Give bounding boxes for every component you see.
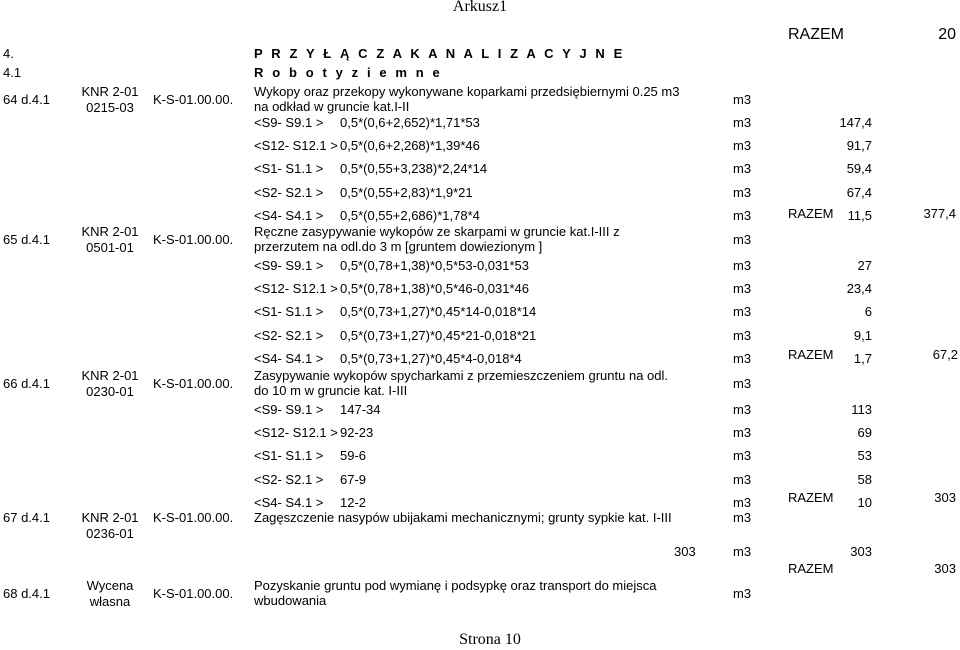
item-description: Wykopy oraz przekopy wykonywane koparkami przedsiębiernymi 0.25 m3: [254, 84, 680, 99]
calc-unit: m3: [733, 350, 752, 366]
calc-formula: 0,5*(0,78+1,38)*0,5*46-0,031*46: [340, 281, 530, 297]
calc-unit: m3: [733, 161, 752, 177]
chapter-title: P R Z Y Ł Ą C Z A K A N A L I Z A C Y J N E: [254, 46, 625, 61]
calc-value: 23,4: [846, 281, 872, 297]
item-lp: 65 d.4.1: [3, 232, 50, 247]
calc-unit: m3: [733, 281, 752, 297]
calc-unit: m3: [733, 425, 752, 441]
item-description: Pozyskanie gruntu pod wymianę i podsypkę oraz transport do miejsca: [254, 578, 657, 593]
calc-formula: 147-34: [340, 402, 381, 417]
calc-value: 10: [857, 494, 872, 510]
calc-segment: <S1- S1.1 >: [254, 161, 324, 177]
item-knr-line1: Wycena: [86, 578, 134, 593]
calc-formula: 0,5*(0,73+1,27)*0,45*4-0,018*4: [340, 350, 522, 366]
subchapter-number: 4.1: [3, 65, 22, 80]
calc-value: 69: [857, 425, 872, 441]
calc-unit: m3: [733, 207, 752, 223]
calc-unit: m3: [733, 258, 752, 273]
item-knr-line1: KNR 2-01: [81, 368, 139, 383]
calc-value: 9,1: [853, 327, 872, 343]
calc-segment: <S12- S12.1 >: [254, 281, 338, 297]
sheet-title: Arkusz1: [452, 0, 508, 15]
item-knr-line1: KNR 2-01: [81, 224, 139, 239]
calc-segment: <S12- S12.1 >: [254, 425, 338, 441]
calc-value: 303: [850, 544, 872, 559]
razem-value: 303: [934, 490, 956, 505]
item-unit: m3: [733, 376, 752, 391]
razem-label: RAZEM: [788, 490, 834, 505]
item-knr-line2: 0230-01: [86, 384, 134, 399]
razem-top-value: 20: [938, 26, 956, 43]
razem-value: 303: [934, 561, 956, 576]
calc-formula: 0,5*(0,73+1,27)*0,45*21-0,018*21: [340, 327, 537, 343]
item-description: Zasypywanie wykopów spycharkami z przemieszczeniem gruntu na odl.: [254, 368, 669, 383]
calc-unit: m3: [733, 494, 752, 510]
calc-segment: <S1- S1.1 >: [254, 304, 324, 320]
calc-formula: 0,5*(0,73+1,27)*0,45*14-0,018*14: [340, 304, 537, 320]
item-lp: 68 d.4.1: [3, 586, 50, 601]
subchapter-title: R o b o t y z i e m n e: [254, 65, 443, 80]
item-lp: 67 d.4.1: [3, 510, 50, 525]
item-spec: K-S-01.00.00.: [153, 92, 234, 107]
calc-unit: m3: [733, 184, 752, 200]
item-description: przerzutem na odl.do 3 m [gruntem dowiezionym ]: [254, 239, 543, 254]
item-knr-line2: 0236-01: [86, 526, 134, 541]
calc-formula: 0,5*(0,78+1,38)*0,5*53-0,031*53: [340, 258, 530, 273]
item-description: na odkład w gruncie kat.I-II: [254, 99, 410, 114]
calc-formula: 0,5*(0,55+2,686)*1,78*4: [340, 207, 480, 223]
calc-value: 27: [857, 258, 872, 273]
chapter-number: 4.: [3, 46, 14, 61]
calc-segment: <S9- S9.1 >: [254, 115, 324, 130]
calc-unit: m3: [733, 448, 752, 464]
calc-unit: m3: [733, 115, 752, 130]
calc-segment: <S2- S2.1 >: [254, 184, 324, 200]
calc-unit: m3: [733, 304, 752, 320]
calc-segment: <S4- S4.1 >: [254, 350, 324, 366]
item-unit: m3: [733, 586, 752, 601]
page-footer: Strona 10: [459, 631, 521, 648]
calc-segment: <S2- S2.1 >: [254, 327, 324, 343]
calc-value: 67,4: [846, 184, 872, 200]
calc-formula: 59-6: [340, 448, 367, 464]
razem-label: RAZEM: [788, 561, 834, 576]
calc-segment: <S9- S9.1 >: [254, 402, 324, 417]
item-spec: K-S-01.00.00.: [153, 376, 234, 391]
calc-value: 1,7: [853, 350, 872, 366]
razem-label: RAZEM: [788, 347, 834, 362]
item-unit: m3: [733, 232, 752, 247]
calc-formula: 0,5*(0,6+2,268)*1,39*46: [340, 138, 480, 154]
calc-value: 53: [857, 448, 872, 464]
item-knr-line1: KNR 2-01: [81, 84, 139, 99]
calc-formula: 303: [674, 544, 696, 559]
item-spec: K-S-01.00.00.: [153, 586, 234, 601]
calc-segment: <S4- S4.1 >: [254, 494, 324, 510]
calc-value: 59,4: [846, 161, 872, 177]
calc-segment: <S12- S12.1 >: [254, 138, 338, 154]
item-unit: m3: [733, 92, 752, 107]
calc-segment: <S2- S2.1 >: [254, 471, 324, 487]
item-lp: 64 d.4.1: [3, 92, 50, 107]
calc-unit: m3: [733, 471, 752, 487]
calc-unit: m3: [733, 544, 752, 559]
item-description: wbudowania: [254, 593, 327, 608]
calc-formula: 0,5*(0,55+2,83)*1,9*21: [340, 184, 473, 200]
calc-value: 58: [857, 471, 872, 487]
item-unit: m3: [733, 510, 752, 525]
item-spec: K-S-01.00.00.: [153, 232, 234, 247]
calc-unit: m3: [733, 327, 752, 343]
calc-segment: <S1- S1.1 >: [254, 448, 324, 464]
razem-top-label: RAZEM: [788, 26, 844, 43]
calc-unit: m3: [733, 402, 752, 417]
calc-segment: <S9- S9.1 >: [254, 258, 324, 273]
calc-segment: <S4- S4.1 >: [254, 207, 324, 223]
calc-formula: 0,5*(0,6+2,652)*1,71*53: [340, 115, 480, 130]
item-spec: K-S-01.00.00.: [153, 510, 234, 525]
calc-formula: 0,5*(0,55+3,238)*2,24*14: [340, 161, 488, 177]
razem-label: RAZEM: [788, 206, 834, 221]
item-description: Ręczne zasypywanie wykopów ze skarpami w gruncie kat.I-III z: [254, 224, 620, 239]
calc-value: 11,5: [847, 207, 872, 223]
item-knr-line1: KNR 2-01: [81, 510, 139, 525]
item-lp: 66 d.4.1: [3, 376, 50, 391]
calc-value: 147,4: [839, 115, 872, 130]
item-knr-line2: 0501-01: [86, 240, 134, 255]
calc-formula: 67-9: [340, 471, 367, 487]
item-description: Zagęszczenie nasypów ubijakami mechanicznymi; grunty sypkie kat. I-III: [254, 510, 672, 525]
calc-unit: m3: [733, 138, 752, 154]
razem-value: 377,4: [923, 206, 956, 221]
calc-value: 6: [864, 304, 872, 320]
item-description: do 10 m w gruncie kat. I-III: [254, 383, 408, 398]
calc-formula: 12-2: [340, 494, 367, 510]
razem-value: 67,2: [932, 347, 958, 362]
calc-value: 113: [851, 402, 872, 417]
item-knr-line2: 0215-03: [86, 100, 134, 115]
calc-value: 91,7: [846, 138, 872, 154]
calc-formula: 92-23: [340, 425, 374, 441]
item-knr-line2: własna: [89, 594, 131, 609]
